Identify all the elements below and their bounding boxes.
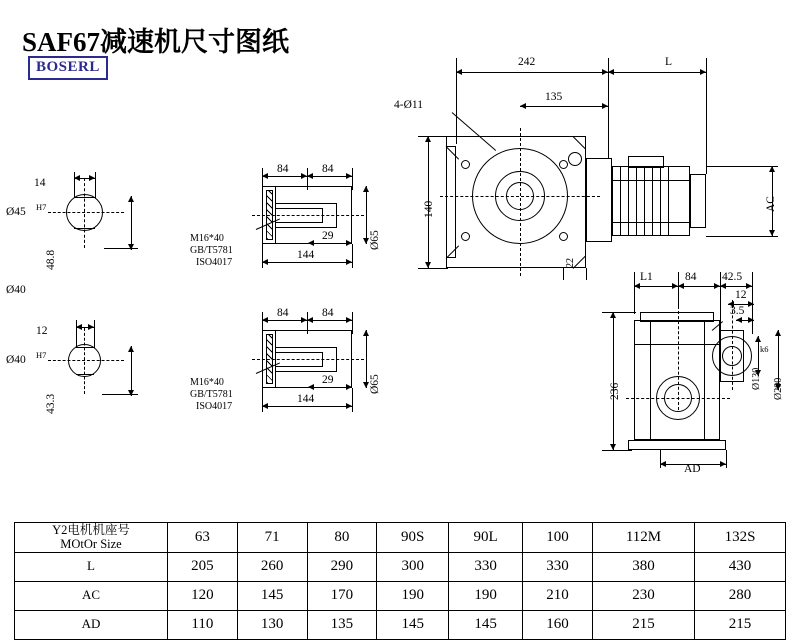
dim-line	[131, 346, 132, 396]
table-row	[15, 610, 786, 639]
motor-line	[612, 222, 690, 223]
ext-line	[307, 312, 308, 334]
arrow	[456, 69, 462, 75]
arrow	[748, 301, 754, 307]
motor-fin	[644, 166, 645, 236]
cell-AC-2: 170	[307, 581, 377, 610]
row-label-AD: AD	[15, 610, 168, 639]
bore-line	[276, 366, 322, 367]
keyway-line-2	[74, 228, 95, 229]
arrow	[262, 173, 268, 179]
note-holes: 4-Ø11	[394, 99, 423, 111]
bore-line	[276, 222, 322, 223]
arrow	[128, 346, 134, 352]
spec-table-body	[15, 523, 786, 640]
dim-line	[608, 72, 706, 73]
arrow	[128, 244, 134, 250]
header-line-1: Y2电机机座号	[52, 523, 130, 537]
housing-foot	[628, 440, 726, 450]
dim-line	[366, 330, 367, 388]
arrow	[678, 283, 684, 289]
dim-135: 135	[545, 91, 563, 103]
dim-height: 43.3	[45, 393, 57, 414]
cell-AD-6: 215	[592, 610, 694, 639]
shaft-circle	[68, 344, 101, 377]
dim-bore-tol: H7	[36, 202, 47, 212]
dim-84-a: 84	[277, 307, 289, 319]
arrow	[755, 336, 761, 342]
keyway-line	[74, 197, 95, 198]
arrow	[128, 196, 134, 202]
ext-line	[418, 268, 448, 269]
size-cell-4: 90L	[449, 523, 523, 553]
dim-line	[456, 72, 608, 73]
dim-alt-bore: Ø40	[6, 284, 26, 296]
motor-fin	[660, 166, 661, 236]
arrow	[307, 317, 313, 323]
mounting-hole	[461, 232, 470, 241]
arrow	[128, 390, 134, 396]
dim-bore: Ø40	[6, 354, 26, 366]
ext-line	[262, 168, 263, 190]
header-line-2: MOtOr Size	[60, 537, 122, 552]
size-cell-7: 132S	[695, 523, 786, 553]
motor-fin	[652, 166, 653, 236]
dim-144: 144	[297, 393, 315, 405]
dim-AD: AD	[684, 463, 701, 475]
arrow	[610, 312, 616, 318]
cell-AD-7: 215	[695, 610, 786, 639]
arrow	[520, 103, 526, 109]
table-row	[15, 552, 786, 581]
bore-line	[276, 227, 336, 228]
size-cell-0: 63	[168, 523, 238, 553]
centerline-v	[520, 128, 521, 276]
arrow	[775, 330, 781, 336]
dim-line	[366, 186, 367, 244]
motor-fin	[620, 166, 621, 236]
ext-line	[720, 272, 721, 330]
spec-table	[14, 522, 786, 640]
ext-line	[726, 450, 727, 468]
arrow	[660, 461, 666, 467]
size-cell-6: 112M	[592, 523, 694, 553]
mounting-flange	[446, 146, 456, 258]
mounting-hole	[559, 160, 568, 169]
dim-29: 29	[322, 230, 334, 242]
arrow	[88, 324, 94, 330]
arrow	[74, 175, 80, 181]
dim-d200: Ø200	[773, 377, 784, 400]
cell-L-4: 330	[449, 552, 523, 581]
breather-circle	[568, 152, 582, 166]
row-label-L: L	[15, 552, 168, 581]
arrow	[363, 330, 369, 336]
dim-bore-tol: H7	[36, 350, 47, 360]
dim-keyway-width: 12	[36, 325, 48, 337]
motor-line	[612, 180, 690, 181]
ext-line	[307, 168, 308, 190]
centerline-h	[252, 215, 364, 216]
cell-AD-2: 135	[307, 610, 377, 639]
cell-AD-3: 145	[377, 610, 449, 639]
ext-line	[352, 244, 353, 268]
note-standard-1: GB/T5781	[190, 389, 233, 400]
cell-AC-1: 145	[237, 581, 307, 610]
ext-line	[418, 136, 448, 137]
motor-fin	[668, 166, 669, 236]
table-header-row	[15, 523, 786, 553]
arrow	[748, 317, 754, 323]
terminal-box	[628, 156, 664, 168]
ext-line	[94, 320, 95, 348]
arrow	[346, 317, 352, 323]
dim-236: 236	[609, 382, 621, 400]
cell-L-1: 260	[237, 552, 307, 581]
arrow	[76, 324, 82, 330]
ext-line	[634, 272, 635, 314]
ext-line	[352, 388, 353, 412]
dim-d130: Ø130	[751, 367, 762, 390]
table-header-label	[15, 523, 168, 553]
ext-line	[352, 312, 353, 334]
arrow	[262, 403, 268, 409]
arrow	[700, 69, 706, 75]
ext-line	[352, 168, 353, 190]
brand-logo: BOSERL	[28, 56, 108, 80]
dim-d65: Ø65	[369, 374, 381, 394]
arrow	[634, 283, 640, 289]
dim-bore: Ø45	[6, 206, 26, 218]
dim-d65: Ø65	[369, 230, 381, 250]
cell-L-6: 380	[592, 552, 694, 581]
dim-3-5: 3.5	[730, 305, 745, 317]
dim-84-b: 84	[322, 307, 334, 319]
cell-AC-3: 190	[377, 581, 449, 610]
row-label-AC: AC	[15, 581, 168, 610]
motor-fin	[628, 166, 629, 236]
dim-height: 48.8	[45, 249, 57, 270]
dim-line	[131, 196, 132, 250]
dim-line	[262, 406, 352, 407]
note-standard-2: ISO4017	[196, 401, 233, 412]
dim-42-5: 42.5	[722, 271, 743, 283]
motor-adapter	[586, 158, 612, 242]
dim-AC: AC	[765, 196, 777, 212]
cell-AD-0: 110	[168, 610, 238, 639]
centerline-h	[252, 359, 364, 360]
cell-AC-5: 210	[523, 581, 593, 610]
size-cell-3: 90S	[377, 523, 449, 553]
note-thread: M16*40	[190, 377, 224, 388]
keyway-line	[76, 347, 94, 348]
shaft-circle	[66, 194, 103, 231]
keyway-line-2	[76, 374, 94, 375]
dim-22: 22	[565, 258, 576, 268]
cell-AC-4: 190	[449, 581, 523, 610]
arrow	[262, 317, 268, 323]
motor-body	[612, 166, 690, 236]
arrow	[346, 173, 352, 179]
dim-242: 242	[518, 56, 536, 68]
ext-line	[706, 58, 707, 174]
note-thread: M16*40	[190, 233, 224, 244]
ext-line	[602, 312, 636, 313]
cell-L-0: 205	[168, 552, 238, 581]
dim-line	[613, 312, 614, 450]
rib-line	[650, 320, 651, 440]
bore-line	[276, 203, 336, 204]
size-cell-1: 71	[237, 523, 307, 553]
ext-line	[678, 272, 679, 308]
mounting-hole	[461, 160, 470, 169]
arrow	[308, 240, 314, 246]
housing-top-plate	[640, 312, 714, 322]
motor-fin	[636, 166, 637, 236]
ext-line	[563, 268, 564, 280]
bore-line	[276, 352, 322, 353]
cell-AD-1: 130	[237, 610, 307, 639]
dim-keyway-width: 14	[34, 177, 46, 189]
cell-L-2: 290	[307, 552, 377, 581]
arrow	[610, 444, 616, 450]
ext-line	[95, 172, 96, 198]
cell-AC-6: 230	[592, 581, 694, 610]
cell-L-7: 430	[695, 552, 786, 581]
arrow	[425, 136, 431, 142]
dim-line	[520, 106, 608, 107]
ext-line	[602, 450, 632, 451]
arrow	[89, 175, 95, 181]
dim-L: L	[665, 56, 673, 68]
centerline-v	[678, 306, 679, 410]
note-standard-2: ISO4017	[196, 257, 233, 268]
arrow	[262, 259, 268, 265]
dim-line	[262, 262, 352, 263]
arrow	[363, 186, 369, 192]
arrow	[736, 317, 742, 323]
rib-line	[634, 344, 720, 345]
dim-84: 84	[685, 271, 697, 283]
cell-L-5: 330	[523, 552, 593, 581]
arrow	[307, 173, 313, 179]
size-cell-2: 80	[307, 523, 377, 553]
size-cell-5: 100	[523, 523, 593, 553]
ext-line	[706, 166, 778, 167]
cell-AC-0: 120	[168, 581, 238, 610]
ext-line	[706, 236, 778, 237]
dim-12: 12	[735, 289, 747, 301]
cell-AD-5: 160	[523, 610, 593, 639]
rib-line	[704, 320, 705, 440]
dim-d130-tol: k6	[760, 344, 769, 354]
dim-144: 144	[297, 249, 315, 261]
bore-line	[276, 347, 336, 348]
dim-84-b: 84	[322, 163, 334, 175]
note-standard-1: GB/T5781	[190, 245, 233, 256]
arrow	[425, 262, 431, 268]
cell-L-3: 300	[377, 552, 449, 581]
arrow	[720, 461, 726, 467]
dim-L1: L1	[640, 271, 653, 283]
cell-AD-4: 145	[449, 610, 523, 639]
table-row	[15, 581, 786, 610]
mounting-hole	[559, 232, 568, 241]
cell-AC-7: 280	[695, 581, 786, 610]
arrow	[602, 103, 608, 109]
dim-84-a: 84	[277, 163, 289, 175]
ext-line	[262, 312, 263, 334]
bore-line	[276, 208, 322, 209]
page-title: SAF67减速机尺寸图纸	[22, 27, 290, 57]
bore-line	[276, 371, 336, 372]
arrow	[308, 384, 314, 390]
arrow	[346, 259, 352, 265]
fan-cover	[690, 174, 706, 228]
dim-29: 29	[322, 374, 334, 386]
arrow	[720, 283, 726, 289]
arrow	[608, 69, 614, 75]
ext-line	[586, 268, 587, 280]
dim-140: 140	[423, 200, 435, 218]
arrow	[346, 403, 352, 409]
